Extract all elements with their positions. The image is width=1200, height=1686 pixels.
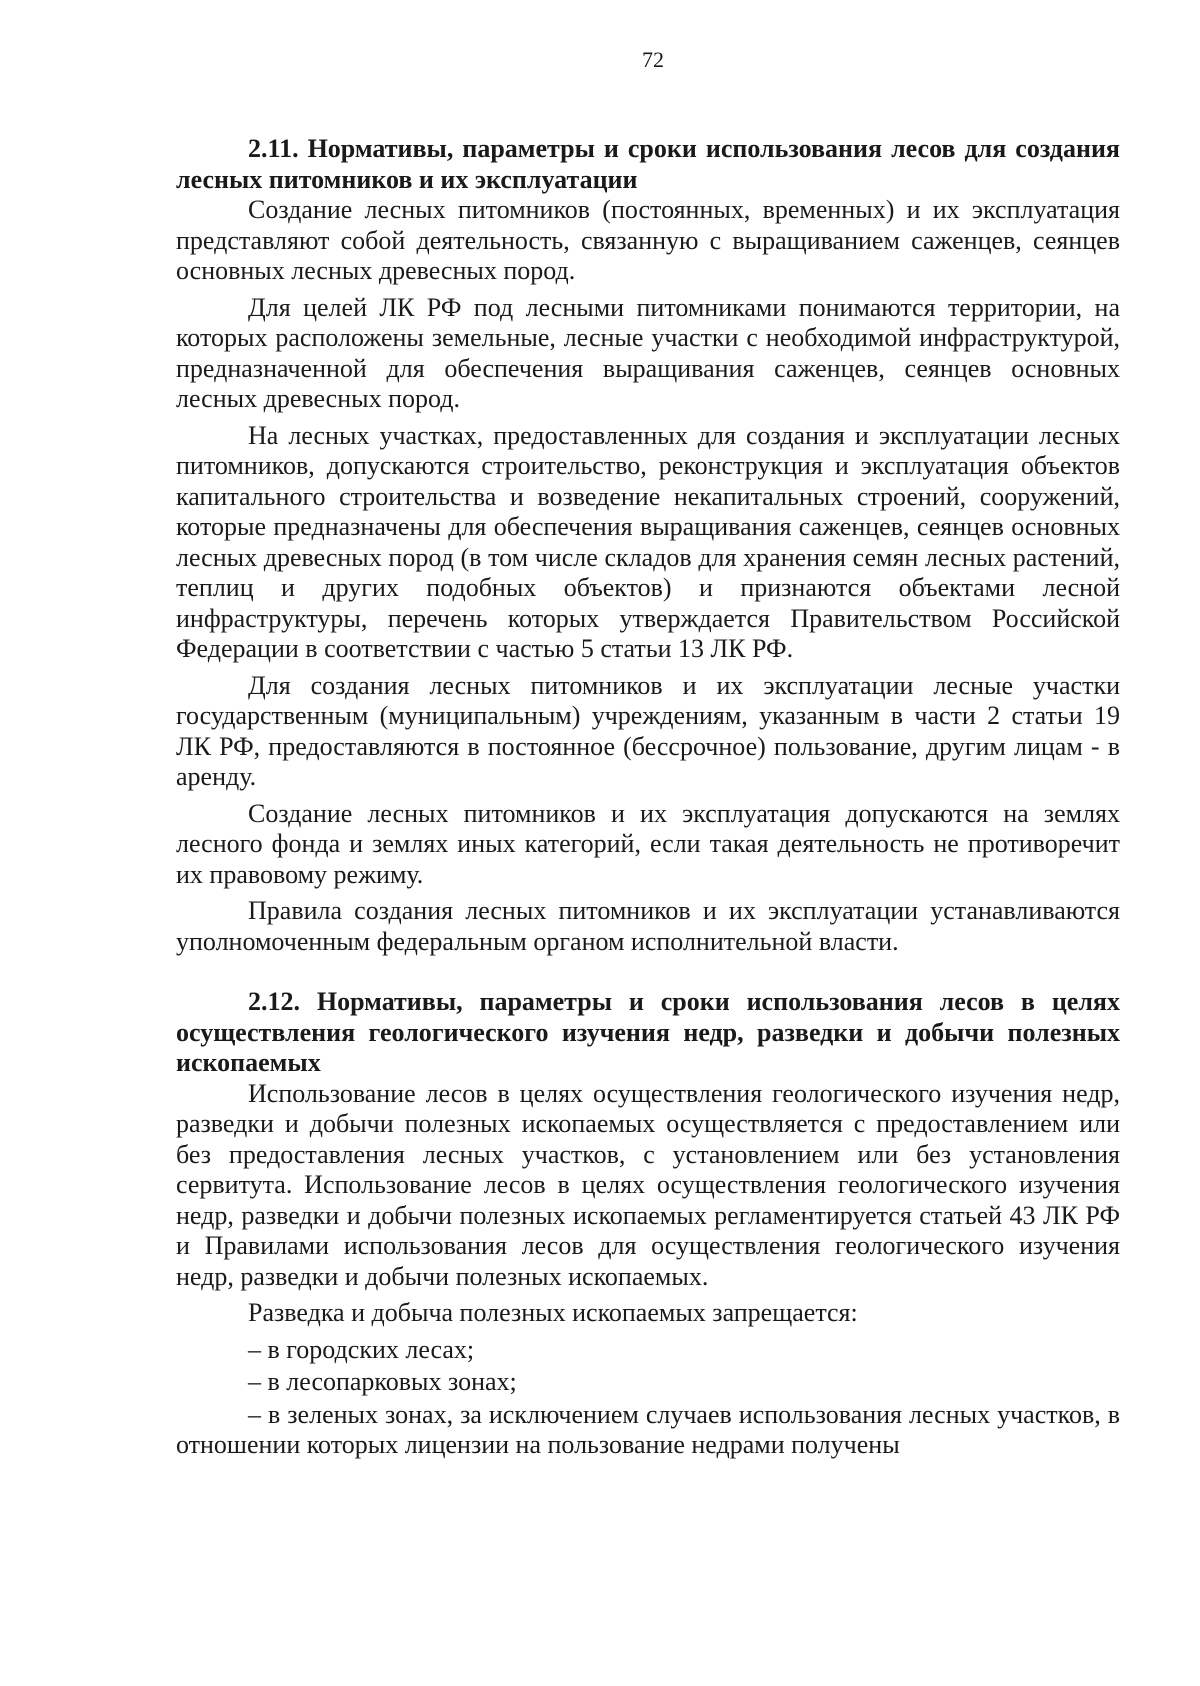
paragraph: Для целей ЛК РФ под лесными питомниками понимаются территории, на которых расположены земельные, лесные участки с необходимой инфраструктурой, предназначенной для обеспечения выращивания саженцев, сеянцев основных лесных древесных пород. bbox=[176, 292, 1120, 413]
document-page bbox=[176, 40, 1120, 1463]
list-item: – в городских лесах; bbox=[248, 1334, 475, 1364]
paragraph: Создание лесных питомников и их эксплуатация допускаются на землях лесного фонда и землях иных категорий, если такая деятельность не противоречит их правовому режиму. bbox=[176, 798, 1120, 889]
paragraph: Разведка и добыча полезных ископаемых запрещается: bbox=[248, 1298, 858, 1327]
paragraph: Использование лесов в целях осуществления геологического изучения недр, разведки и добычи полезных ископаемых осуществляется с предоставлением или без предоставления лесных участков, с установлением или без установления сервитута. Использование лесов в целях осуществления геологического изучения недр, разведки и добычи полезных ископаемых регламентируется статьей 43 ЛК РФ и Правилами использования лесов для осуществления геологического изучения недр, разведки и добычи полезных ископаемых. bbox=[176, 1078, 1120, 1291]
list-item: – в лесопарковых зонах; bbox=[248, 1367, 517, 1396]
paragraph: На лесных участках, предоставленных для создания и эксплуатации лесных питомников, допускаются строительство, реконструкция и эксплуатация объектов капитального строительства и возведение некапитальных строений, сооружений, которые предназначены для обеспечения выращивания саженцев, сеянцев основных лесных древесных пород (в том числе складов для хранения семян лесных растений, теплиц и других подобных объектов) и признаются объектами лесной инфраструктуры, перечень которых утверждается Правительством Российской Федерации в соответствии с частью 5 статьи 13 ЛК РФ. bbox=[176, 420, 1120, 663]
page-number: 72 bbox=[642, 47, 664, 72]
paragraph: Для создания лесных питомников и их эксплуатации лесные участки государственным (муниципальным) учреждениям, указанным в части 2 статьи 19 ЛК РФ, предоставляются в постоянное (бессрочное) пользование, другим лицам - в аренду. bbox=[176, 670, 1120, 791]
section-heading: 2.12. Нормативы, параметры и сроки использования лесов в целях осуществления геологического изучения недр, разведки и добычи полезных ископаемых bbox=[176, 987, 1120, 1077]
section-2-12 bbox=[176, 987, 1120, 1461]
list-item: – в зеленых зонах, за исключением случаев использования лесных участков, в отношении которых лицензии на пользование недрами получены bbox=[176, 1399, 1120, 1459]
section-heading: 2.11. Нормативы, параметры и сроки использования лесов для создания лесных питомников и их эксплуатации bbox=[176, 134, 1120, 194]
paragraph: Создание лесных питомников (постоянных, временных) и их эксплуатация представляют собой деятельность, связанную с выращиванием саженцев, сеянцев основных лесных древесных пород. bbox=[176, 195, 1120, 285]
section-2-11 bbox=[176, 134, 1120, 957]
paragraph: Правила создания лесных питомников и их эксплуатации устанавливаются уполномоченным федеральным органом исполнительной власти. bbox=[176, 896, 1120, 956]
